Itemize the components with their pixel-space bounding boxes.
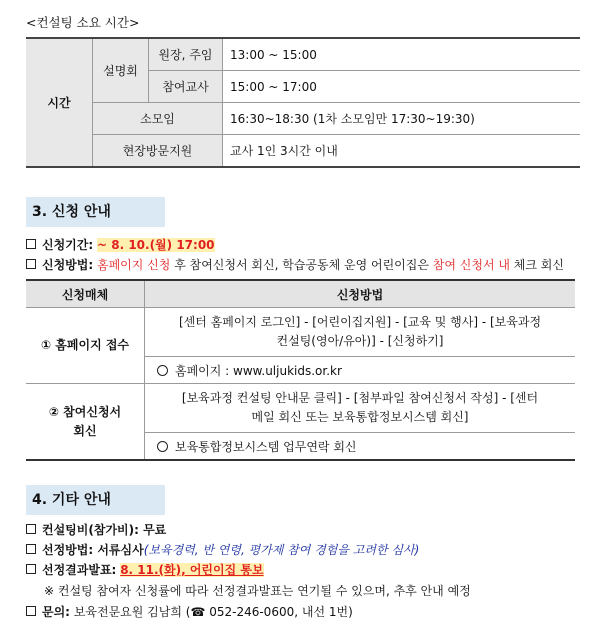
apply-method-red2: 참여 신청서 내 — [432, 258, 510, 272]
row-label-small-group: 소모임 — [93, 103, 223, 135]
method-form-line2: 메일 회신 또는 보육통합정보시스템 회신] — [251, 410, 469, 424]
contact-label: 문의: — [42, 605, 70, 619]
circle-bullet-icon — [157, 365, 168, 376]
square-bullet-icon — [26, 606, 36, 616]
fee-text: 컨설팅비(참가비): 무료 — [42, 523, 167, 537]
square-bullet-icon — [26, 524, 36, 534]
row-value-teacher: 15:00 ~ 17:00 — [223, 71, 581, 103]
medium-homepage — [26, 308, 145, 384]
row-label-director: 원장, 주임 — [149, 38, 223, 71]
medium-homepage-label: ① 홈페이지 접수 — [40, 338, 130, 352]
result-label: 선정결과발표: — [42, 563, 117, 577]
row-value-small-group: 16:30~18:30 (1차 소모임만 17:30~19:30) — [223, 103, 581, 135]
row-value-director: 13:00 ~ 15:00 — [223, 38, 581, 71]
apply-period-line — [26, 236, 215, 253]
consult-time-caption: <컨설팅 소요 시간> — [26, 15, 140, 30]
header-method: 신청방법 — [145, 280, 576, 308]
medium-application-form — [26, 384, 145, 461]
method-application-form — [145, 384, 576, 433]
apply-period-label: 신청기간: — [42, 238, 94, 252]
consult-time-table — [26, 37, 580, 168]
selection-label: 선정방법: 서류심사 — [42, 543, 144, 557]
row-label-site-visit: 현장방문지원 — [93, 135, 223, 168]
selection-detail: (보육경력, 반 연령, 평가제 참여 경험을 고려한 심사) — [143, 543, 420, 557]
apply-period-value: ~ 8. 10.(월) 17:00 — [97, 238, 215, 252]
row-label-teacher: 참여교사 — [149, 71, 223, 103]
method-homepage-line2: 컨설팅(영아/유아)] - [신청하기] — [276, 334, 444, 348]
briefing-label-cell: 설명회 — [93, 38, 149, 103]
method-form-line1: [보육과정 컨설팅 안내문 클릭] - [첨부파일 참여신청서 작성] - [센터 — [181, 391, 539, 405]
system-reply-item — [145, 433, 576, 461]
square-bullet-icon — [26, 544, 36, 554]
apply-method-line — [26, 256, 564, 273]
result-line — [26, 561, 264, 578]
square-bullet-icon — [26, 239, 36, 249]
result-note: ※ 컨설팅 참여자 신청률에 따라 선정결과발표는 연기될 수 있으며, 추후 안내 예정 — [44, 584, 471, 598]
fee-line — [26, 521, 166, 538]
system-reply-text: 보육통합정보시스템 업무연락 회신 — [175, 439, 357, 454]
row-value-site-visit: 교사 1인 3시간 이내 — [223, 135, 581, 168]
square-bullet-icon — [26, 564, 36, 574]
result-value: 8. 11.(화), 어린이집 통보 — [120, 563, 264, 577]
medium-form-line1: ② 참여신청서 — [48, 404, 122, 419]
selection-line — [26, 541, 419, 558]
section4-title: 4. 기타 안내 — [26, 485, 165, 515]
circle-bullet-icon — [157, 441, 168, 452]
apply-method-end: 체크 회신 — [513, 258, 564, 272]
medium-form-line2: 회신 — [73, 423, 97, 438]
apply-method-red1: 홈페이지 신청 — [97, 258, 171, 272]
contact-line — [26, 603, 353, 620]
homepage-url-item — [145, 357, 576, 384]
time-label-cell: 시간 — [26, 38, 93, 167]
apply-table — [26, 279, 575, 461]
apply-method-mid: 후 참여신청서 회신, 학습공동체 운영 어린이집은 — [174, 258, 429, 272]
section3-title: 3. 신청 안내 — [26, 197, 165, 227]
method-homepage — [145, 308, 576, 357]
method-homepage-line1: [센터 홈페이지 로그인] - [어린이집지원] - [교육 및 행사] - [보육과정 — [178, 315, 542, 329]
contact-value: 보육전문요원 김남희 (☎ 052-246-0600, 내선 1번) — [73, 605, 353, 619]
homepage-url[interactable]: 홈페이지 : www.uljukids.or.kr — [175, 363, 342, 378]
apply-method-label: 신청방법: — [42, 258, 94, 272]
square-bullet-icon — [26, 259, 36, 269]
header-medium: 신청매체 — [26, 280, 145, 308]
